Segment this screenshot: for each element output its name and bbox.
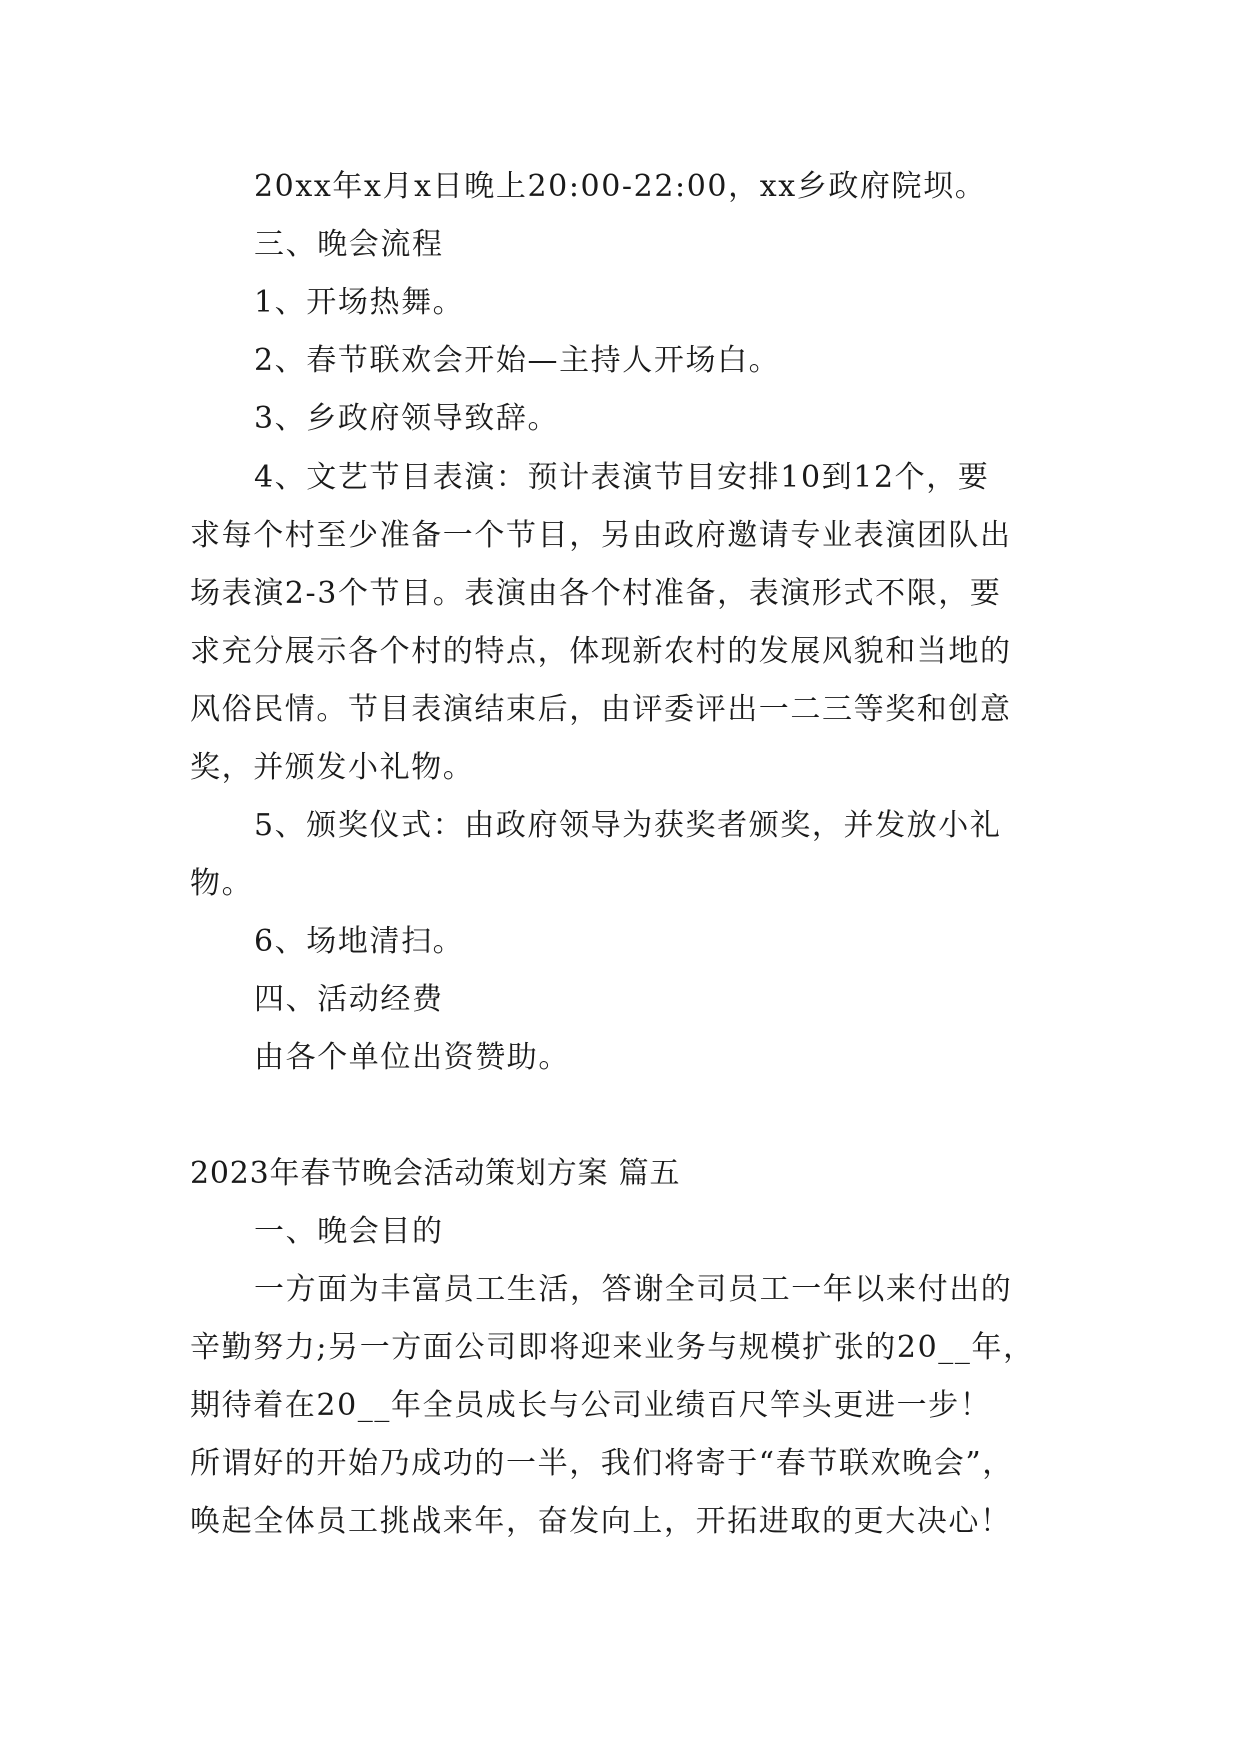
list-item-performances: 4、文艺节目表演：预计表演节目安排10到12个，要 xyxy=(254,460,990,495)
time-location-line: 20xx年x月x日晚上20:00-22:00，xx乡政府院坝。 xyxy=(254,169,987,204)
section-heading-purpose: 一、晚会目的 xyxy=(254,1214,444,1249)
paragraph-line: 风俗民情。节目表演结束后，由评委评出一二三等奖和创意 xyxy=(190,692,1012,727)
paragraph-line: 场表演2-3个节目。表演由各个村准备，表演形式不限，要 xyxy=(190,576,1002,611)
article-title: 2023年春节晚会活动策划方案 篇五 xyxy=(190,1156,681,1191)
paragraph-line: 物。 xyxy=(190,866,254,901)
paragraph-line: 求每个村至少准备一个节目，另由政府邀请专业表演团队出 xyxy=(190,518,1012,553)
section-heading-funding: 四、活动经费 xyxy=(254,982,444,1017)
list-item-award-ceremony: 5、颁奖仪式：由政府领导为获奖者颁奖，并发放小礼 xyxy=(254,808,1002,843)
list-item-leader-speech: 3、乡政府领导致辞。 xyxy=(254,401,560,436)
paragraph-line: 奖，并颁发小礼物。 xyxy=(190,750,475,785)
funding-paragraph: 由各个单位出资赞助。 xyxy=(254,1040,570,1075)
section-heading-program-flow: 三、晚会流程 xyxy=(254,227,444,262)
list-item-host-opening: 2、春节联欢会开始—主持人开场白。 xyxy=(254,343,781,378)
paragraph-line: 一方面为丰富员工生活，答谢全司员工一年以来付出的 xyxy=(254,1272,1013,1307)
paragraph-line: 求充分展示各个村的特点，体现新农村的发展风貌和当地的 xyxy=(190,634,1012,669)
paragraph-line: 辛勤努力;另一方面公司即将迎来业务与规模扩张的20__年， xyxy=(190,1330,1035,1365)
paragraph-line: 唤起全体员工挑战来年，奋发向上，开拓进取的更大决心！ xyxy=(190,1504,1012,1539)
list-item-opening-dance: 1、开场热舞。 xyxy=(254,285,465,320)
paragraph-line: 期待着在20__年全员成长与公司业绩百尺竿头更进一步！ xyxy=(190,1388,992,1423)
list-item-cleanup: 6、场地清扫。 xyxy=(254,924,465,959)
paragraph-line: 所谓好的开始乃成功的一半，我们将寄于“春节联欢晚会”， xyxy=(190,1446,1014,1481)
